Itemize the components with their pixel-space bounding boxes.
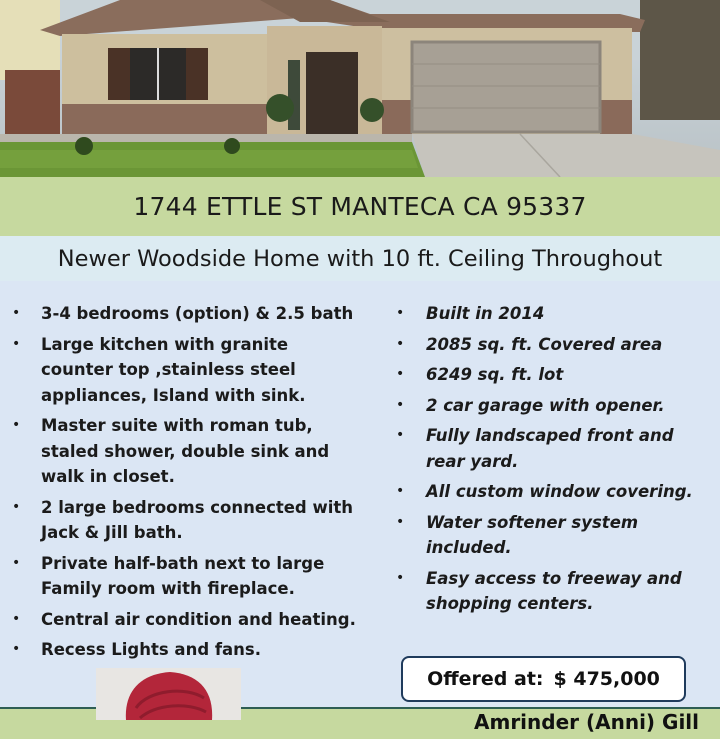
feature-text: All custom window covering. bbox=[426, 482, 693, 501]
address-band bbox=[0, 177, 720, 236]
price-value: $ 475,000 bbox=[553, 668, 660, 690]
list-item bbox=[396, 479, 714, 505]
listing-address: 1744 ETTLE ST MANTECA CA 95337 bbox=[133, 192, 587, 221]
feature-text: Master suite with roman tub, staled shower, double sink and walk in closet. bbox=[41, 416, 330, 486]
listing-headline: Newer Woodside Home with 10 ft. Ceiling Throughout bbox=[57, 245, 663, 272]
list-item bbox=[12, 551, 357, 602]
price-label: Offered at: bbox=[427, 668, 544, 690]
bullet-icon: • bbox=[12, 610, 21, 627]
headline-band bbox=[0, 236, 720, 281]
feature-text: Water softener system included. bbox=[426, 512, 639, 557]
price-box bbox=[401, 656, 686, 702]
bullet-icon: • bbox=[12, 554, 21, 571]
feature-text: 2085 sq. ft. Covered area bbox=[426, 334, 663, 354]
feature-text: Central air condition and heating. bbox=[41, 609, 356, 629]
bullet-icon: • bbox=[396, 366, 405, 382]
feature-text: 6249 sq. ft. lot bbox=[426, 365, 564, 384]
list-item bbox=[12, 607, 357, 633]
agent-name: Amrinder (Anni) Gill bbox=[474, 710, 700, 734]
list-item bbox=[12, 332, 357, 409]
bullet-icon: • bbox=[12, 641, 21, 657]
list-item bbox=[396, 566, 714, 617]
list-item bbox=[396, 362, 714, 388]
bullet-icon: • bbox=[12, 498, 21, 515]
house-photo bbox=[0, 0, 720, 177]
feature-text: Recess Lights and fans. bbox=[41, 640, 262, 659]
bullet-icon: • bbox=[396, 569, 405, 586]
bullet-icon: • bbox=[396, 396, 405, 413]
bullet-icon: • bbox=[12, 417, 21, 433]
feature-list-right bbox=[396, 301, 714, 622]
list-item bbox=[396, 393, 714, 419]
feature-text: 2 large bedrooms connected with Jack & Jill bath. bbox=[41, 497, 354, 542]
bullet-icon: • bbox=[396, 483, 405, 499]
bullet-icon: • bbox=[12, 305, 21, 321]
feature-list-left bbox=[12, 301, 357, 668]
list-item bbox=[396, 510, 714, 561]
list-item bbox=[396, 423, 714, 474]
feature-text: Private half-bath next to large Family room with fireplace. bbox=[41, 553, 325, 598]
feature-text: Built in 2014 bbox=[426, 304, 545, 323]
feature-text: 2 car garage with opener. bbox=[426, 395, 665, 415]
feature-text: Easy access to freeway and shopping centers. bbox=[426, 568, 682, 613]
house-photo-illustration bbox=[0, 0, 720, 177]
bullet-icon: • bbox=[396, 513, 405, 530]
list-item bbox=[396, 301, 714, 327]
list-item bbox=[396, 332, 714, 358]
bullet-icon: • bbox=[396, 335, 405, 352]
bullet-icon: • bbox=[396, 427, 405, 443]
agent-photo-illustration bbox=[96, 668, 241, 720]
agent-photo bbox=[96, 668, 241, 720]
bullet-icon: • bbox=[12, 335, 21, 352]
list-item bbox=[12, 637, 357, 663]
feature-text: Large kitchen with granite counter top ,stainless steel appliances, Island with sink. bbox=[41, 334, 306, 405]
feature-text: Fully landscaped front and rear yard. bbox=[426, 426, 674, 471]
list-item bbox=[12, 495, 357, 546]
list-item bbox=[12, 301, 357, 327]
feature-text: 3-4 bedrooms (option) & 2.5 bath bbox=[41, 304, 354, 323]
bullet-icon: • bbox=[396, 305, 405, 321]
list-item bbox=[12, 413, 357, 490]
